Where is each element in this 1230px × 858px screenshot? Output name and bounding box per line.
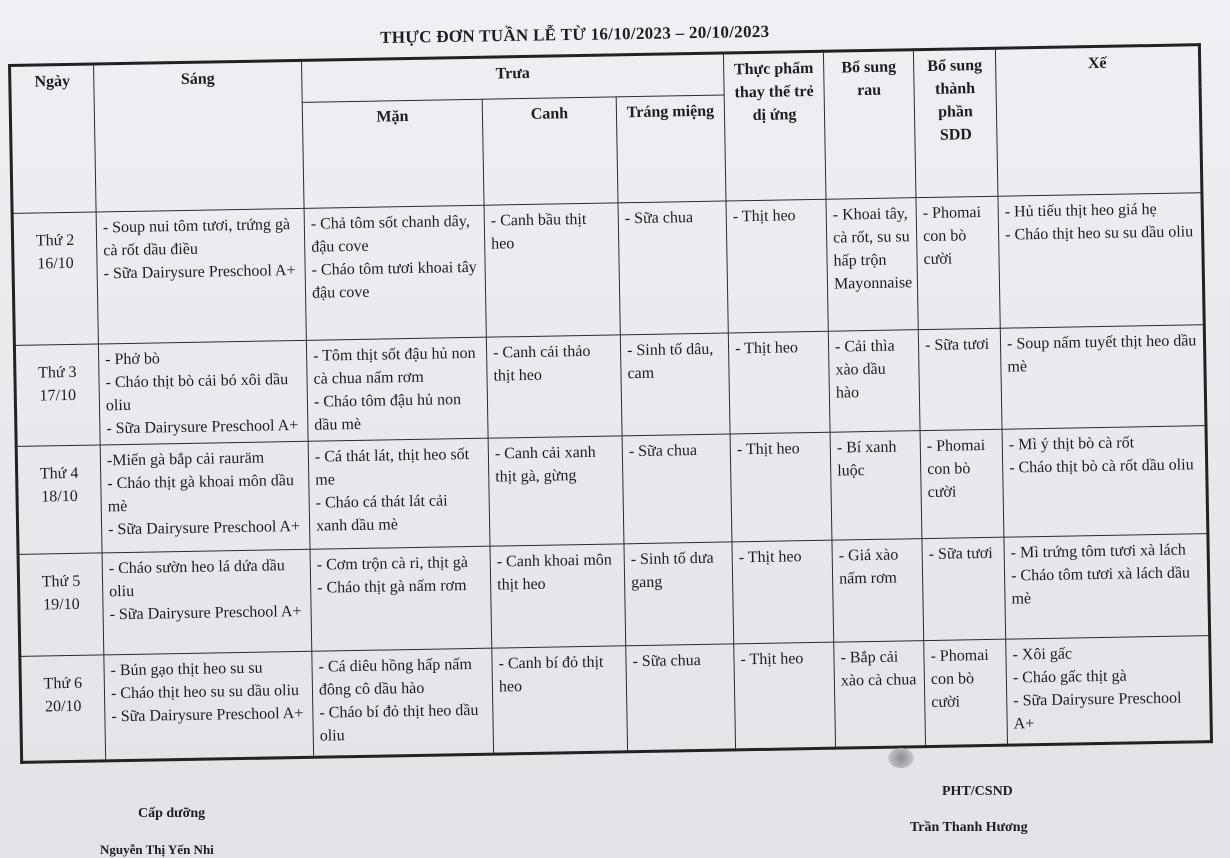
menu-item: - Canh bầu thịt heo (490, 210, 587, 253)
menu-item: - Canh cải thảo thịt heo (492, 342, 591, 385)
header-bo-sung-sdd: Bổ sung thành phần SDD (913, 48, 998, 197)
cell-thay-the (734, 642, 836, 750)
header-xe: Xế (995, 45, 1202, 197)
day-name: Thứ 3 (38, 363, 77, 382)
weekly-menu-table (8, 43, 1213, 764)
cell-xe (998, 193, 1204, 329)
day-date: 18/10 (41, 487, 78, 506)
menu-item: - Giá xào nấm rơm (838, 546, 899, 588)
day-cell (18, 553, 104, 656)
menu-row (20, 636, 1212, 763)
menu-item: - Cháo sườn heo lá dứa dầu oliu (108, 557, 285, 601)
cell-canh (484, 203, 620, 337)
cell-canh (490, 544, 626, 648)
cell-xe (1000, 325, 1206, 430)
header-bo-sung-rau: Bổ sung rau (823, 50, 916, 200)
menu-item: - Cá thát lát, thịt heo sốt me (314, 446, 470, 489)
cell-trang-mieng (620, 333, 730, 436)
header-sang: Sáng (94, 60, 305, 212)
menu-item: - Thịt heo (736, 440, 800, 459)
menu-item: - Bí xanh luộc (836, 438, 897, 480)
cell-thay-the (726, 199, 828, 333)
cell-rau (834, 641, 926, 749)
cell-sang (98, 340, 308, 445)
cell-canh (488, 436, 624, 546)
menu-item: - Sữa chua (628, 442, 698, 461)
day-date: 20/10 (44, 697, 82, 716)
menu-row (12, 193, 1204, 346)
cell-thay-the (732, 540, 834, 644)
cell-rau (828, 330, 920, 433)
menu-item: - Cháo thịt bò cà rốt dầu oliu (1009, 456, 1194, 477)
menu-item: - Bún gạo thịt heo su su (110, 659, 263, 680)
cell-man (304, 205, 486, 340)
menu-item: - Sinh tố dâu, cam (626, 340, 714, 383)
ink-smudge (888, 748, 914, 768)
footer-left-role: Cấp dưỡng (138, 806, 206, 821)
cell-sang (104, 651, 314, 761)
menu-item: - Sữa Dairysure Preschool A+ (1013, 689, 1182, 733)
cell-sang (102, 549, 312, 655)
menu-item: - Sữa Dairysure Preschool A+ (107, 517, 301, 539)
cell-man (310, 546, 492, 651)
day-date: 16/10 (37, 254, 74, 273)
menu-item: -Miến gà bắp cải rauräm (106, 449, 265, 470)
menu-item: - Sữa tươi (924, 335, 990, 355)
menu-item: - Sữa Dairysure Preschool A+ (109, 602, 302, 624)
cell-trang-mieng (622, 434, 732, 544)
menu-item: - Xôi gấc (1012, 645, 1073, 664)
menu-item: - Cháo gấc thịt gà (1012, 667, 1127, 687)
cell-xe (1006, 636, 1212, 746)
menu-item: - Cháo thịt gà nấm rơm (317, 577, 467, 597)
menu-item: - Phomai con bò cười (922, 204, 982, 269)
menu-item: - Sinh tố dưa gang (630, 549, 714, 592)
menu-item: - Tôm thịt sốt đậu hủ non cà chua nấm rơm (312, 344, 476, 388)
cell-man (312, 648, 494, 757)
cell-trang-mieng (618, 201, 728, 335)
cell-sdd (920, 429, 1004, 538)
menu-item: - Sữa Dairysure Preschool A+ (111, 704, 304, 726)
menu-item: - Phomai con bò cười (930, 646, 989, 711)
cell-rau (832, 539, 924, 643)
cell-thay-the (730, 432, 832, 542)
menu-item: - Cháo thịt bò cải bó xôi dầu oliu (105, 371, 289, 415)
cell-sdd (916, 196, 1000, 329)
cell-xe (1004, 534, 1210, 640)
header-man: Mặn (302, 99, 484, 208)
day-cell (14, 344, 100, 446)
menu-body (12, 193, 1211, 763)
day-name: Thứ 6 (43, 674, 83, 693)
cell-thay-the (728, 331, 830, 434)
menu-item: - Khoai tây, cà rốt, su su hấp trộn Mayonnaise (832, 205, 913, 293)
menu-item: - Thịt heo (734, 339, 799, 358)
menu-item: - Soup nui tôm tươi, trứng gà cà rốt dầu điều (102, 216, 291, 260)
menu-item: - Cháo tôm đậu hủ non dầu mè (313, 391, 462, 434)
day-date: 19/10 (43, 595, 80, 614)
day-date: 17/10 (39, 386, 77, 405)
cell-rau (826, 198, 918, 332)
cell-canh (486, 335, 622, 438)
cell-xe (1002, 426, 1208, 538)
cell-sang (96, 208, 306, 344)
menu-item: - Canh khoai môn thịt heo (496, 551, 612, 594)
menu-item: - Phở bò (105, 350, 161, 369)
header-trua: Trưa (301, 53, 724, 102)
cell-sdd (924, 639, 1008, 746)
day-cell (20, 655, 106, 762)
menu-item: - Mì ý thịt bò cà rốt (1008, 434, 1135, 454)
header-canh: Canh (482, 97, 618, 205)
menu-item: - Canh bí đỏ thịt heo (498, 653, 604, 696)
cell-trang-mieng (626, 644, 736, 752)
menu-item: - Sữa tươi (928, 544, 993, 564)
menu-item: - Sữa Dairysure Preschool A+ (106, 416, 299, 438)
cell-canh (492, 646, 628, 754)
footer-right-name: Trần Thanh Hương (910, 820, 1028, 835)
menu-item: - Sữa Dairysure Preschool A+ (103, 262, 296, 283)
cell-sdd (918, 328, 1002, 430)
cell-trang-mieng (624, 542, 734, 646)
menu-item: - Bắp cải xào cà chua (840, 648, 917, 690)
menu-item: - Cá diêu hồng hấp nấm đông cô dầu hào (318, 655, 472, 699)
footer-left-name: Nguyễn Thị Yến Nhi (100, 842, 214, 857)
menu-item: - Thịt heo (732, 207, 796, 226)
day-name: Thứ 5 (41, 572, 81, 591)
menu-item: - Soup nấm tuyết thịt heo dầu mè (1006, 332, 1197, 376)
menu-item: - Cháo tôm tươi xà lách dầu mè (1010, 564, 1191, 608)
menu-item: - Cháo thịt gà khoai môn dầu mè (107, 472, 295, 516)
menu-item: - Chả tôm sốt chanh dây, đậu cove (310, 212, 470, 256)
menu-item: - Sữa chua (624, 209, 694, 228)
cell-man (308, 438, 490, 549)
cell-sdd (922, 537, 1006, 640)
menu-item: - Thịt heo (738, 548, 802, 567)
day-cell (12, 212, 98, 345)
menu-sheet (8, 43, 1221, 804)
cell-man (306, 337, 488, 441)
menu-item: - Phomai con bò cười (926, 437, 986, 502)
menu-item: - Cháo cá thát lát cải xanh dầu mè (315, 492, 448, 535)
menu-item: - Sữa chua (632, 652, 701, 671)
menu-item: - Cơm trộn cà ri, thịt gà (316, 554, 469, 574)
cell-sang (100, 441, 310, 553)
cell-rau (830, 431, 922, 541)
header-ngay: Ngày (10, 64, 97, 213)
menu-item: - Hủ tiếu thịt heo giá hẹ (1004, 200, 1157, 221)
menu-item: - Thịt heo (740, 650, 804, 669)
menu-item: - Canh cải xanh thịt gà, gừng (494, 443, 596, 486)
menu-item: - Cháo thịt heo su su dầu oliu (110, 682, 300, 703)
day-cell (16, 445, 102, 554)
menu-title: THỰC ĐƠN TUẦN LỄ TỪ 16/10/2023 – 20/10/2023 (380, 21, 770, 47)
day-name: Thứ 4 (39, 464, 79, 483)
header-thay-the: Thực phẩm thay thế trẻ dị ứng (723, 51, 826, 201)
menu-item: - Cải thìa xào dầu hào (834, 337, 895, 402)
menu-item: - Cháo bí đỏ thịt heo dầu oliu (319, 701, 479, 745)
menu-row (16, 426, 1208, 555)
menu-item: - Cháo tôm tươi khoai tây đậu cove (311, 258, 477, 302)
footer-right-role: PHT/CSND (942, 784, 1013, 799)
menu-item: - Mì trứng tôm tươi xà lách (1010, 541, 1186, 562)
day-name: Thứ 2 (35, 231, 75, 250)
header-trang-mieng: Tráng miệng (616, 95, 726, 203)
menu-item: - Cháo thịt heo su su dầu oliu (1005, 223, 1194, 244)
